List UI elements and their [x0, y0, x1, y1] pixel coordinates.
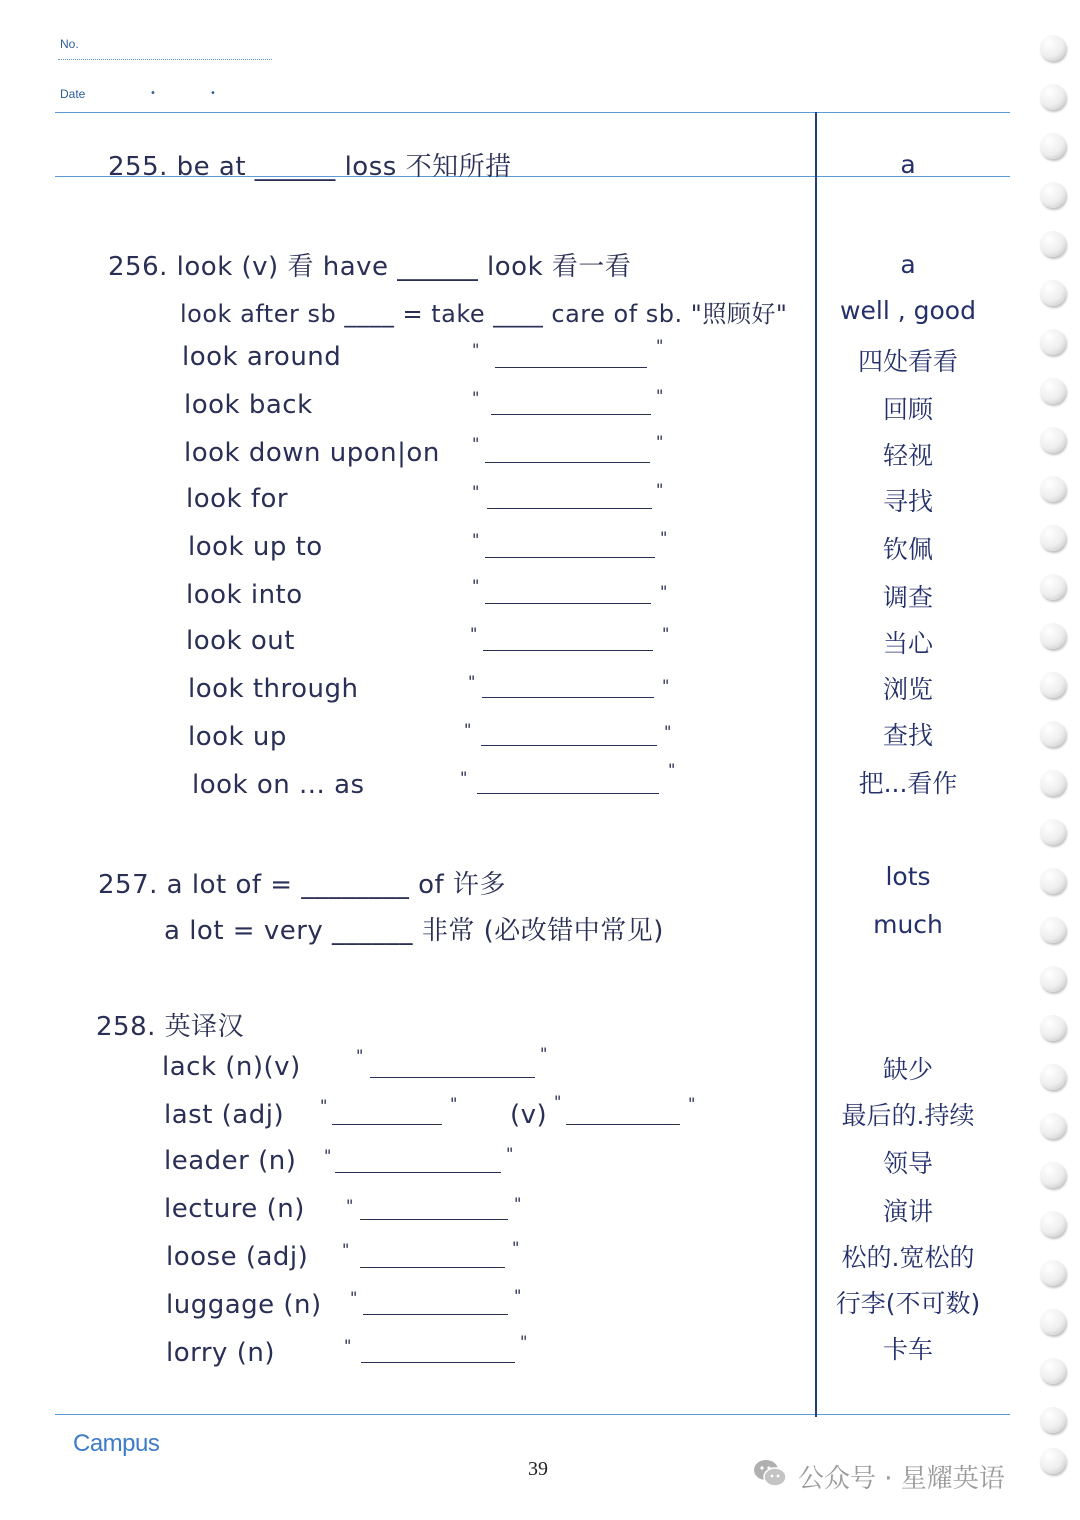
binding-ring [1040, 868, 1066, 894]
answer-blank [360, 1219, 508, 1220]
phrase-row-look-into: look into [186, 580, 303, 610]
bottom-rule [55, 1414, 1010, 1415]
item-257-line-1: 257. a lot of = ________ of 许多 [98, 870, 506, 900]
quote-close: " [520, 1332, 528, 1351]
answer-blank [491, 414, 651, 415]
quote-open: " [472, 388, 480, 407]
answer-blank [477, 793, 659, 794]
answer-blank [332, 1124, 442, 1125]
binding-ring [1040, 231, 1066, 257]
phrase-row-look-out: look out [186, 626, 295, 656]
quote-open: " [468, 672, 476, 691]
phrase-answer-look-down: 轻视 [882, 441, 933, 470]
binding-ring [1040, 1309, 1066, 1335]
quote-close: " [688, 1094, 696, 1113]
binding-ring [1040, 280, 1066, 306]
phrase-answer-look-into: 调查 [882, 583, 933, 612]
binding-ring [1040, 1358, 1066, 1384]
item-255-answer: a [900, 150, 916, 179]
word-row-loose: loose (adj) [166, 1242, 309, 1272]
wechat-icon [752, 1456, 788, 1490]
binding-ring [1040, 476, 1066, 502]
quote-open: " [472, 576, 480, 595]
phrase-row-look-through: look through [188, 674, 359, 704]
quote-close: " [660, 582, 668, 601]
quote-open: " [350, 1288, 358, 1307]
word-answer-lack: 缺少 [882, 1055, 933, 1084]
binding-ring [1040, 182, 1066, 208]
item-257-answer-2: much [873, 910, 943, 939]
item-257-line-2: a lot = very ______ 非常 (必改错中常见) [164, 916, 664, 946]
phrase-row-look-up-to: look up to [188, 532, 323, 562]
date-dot-2: • [210, 88, 216, 99]
word-answer-last: 最后的.持续 [841, 1101, 975, 1130]
binding-ring [1040, 770, 1066, 796]
word-answer-lecture: 演讲 [882, 1197, 933, 1226]
date-label: Date [60, 87, 86, 101]
item-256-intro-answer: a [900, 250, 916, 279]
quote-close: " [514, 1194, 522, 1213]
binding-ring [1040, 1113, 1066, 1139]
quote-close: " [656, 386, 664, 405]
watermark-text: 公众号 · 星耀英语 [798, 1464, 1005, 1494]
binding-ring [1040, 329, 1066, 355]
binding-ring [1040, 917, 1066, 943]
phrase-row-look-around: look around [182, 342, 342, 372]
word-answer-leader: 领导 [882, 1149, 933, 1178]
quote-close: " [656, 432, 664, 451]
quote-close: " [512, 1238, 520, 1257]
quote-close: " [668, 760, 676, 779]
binding-ring [1040, 35, 1066, 61]
item-256-intro: 256. look (v) 看 have ______ look 看一看 [108, 252, 632, 282]
quote-open: " [356, 1046, 364, 1065]
phrase-row-look-on-as: look on ... as [192, 770, 365, 800]
binding-ring [1040, 378, 1066, 404]
word-row-lecture: lecture (n) [164, 1194, 305, 1224]
binding-ring [1040, 84, 1066, 110]
binding-ring [1040, 1015, 1066, 1041]
quote-close: " [506, 1144, 514, 1163]
answer-blank [487, 508, 652, 509]
quote-close: " [656, 336, 664, 355]
word-answer-lorry: 卡车 [882, 1335, 933, 1364]
item-255-text: 255. be at ______ loss 不知所措 [108, 152, 512, 182]
quote-open: " [320, 1096, 328, 1115]
answer-blank [361, 1362, 515, 1363]
phrase-answer-look-on-as: 把...看作 [858, 769, 958, 798]
answer-blank [485, 462, 650, 463]
quote-close: " [656, 480, 664, 499]
quote-close: " [540, 1044, 548, 1063]
quote-open: " [472, 530, 480, 549]
binding-ring [1040, 672, 1066, 698]
binding-ring [1040, 1211, 1066, 1237]
item-256-look-after: look after sb ____ = take ____ care of sb. "照顾好" [180, 300, 788, 328]
quote-open: " [460, 768, 468, 787]
phrase-answer-look-out: 当心 [882, 629, 933, 658]
word-row-last-verb: (v) [510, 1100, 548, 1130]
brand-logo: Campus [73, 1430, 160, 1457]
quote-open: " [472, 482, 480, 501]
binding-ring [1040, 133, 1066, 159]
phrase-row-look-back: look back [184, 390, 313, 420]
answer-blank [485, 557, 655, 558]
quote-close: " [660, 528, 668, 547]
phrase-answer-look-up-to: 钦佩 [882, 535, 933, 564]
no-label: No. [60, 37, 79, 51]
phrase-answer-look-through: 浏览 [882, 675, 933, 704]
binding-ring [1040, 721, 1066, 747]
item-256-look-after-answer: well , good [840, 296, 976, 325]
quote-open: " [324, 1146, 332, 1165]
binding-ring [1040, 1260, 1066, 1286]
answer-blank [483, 650, 653, 651]
quote-close: " [662, 624, 670, 643]
phrase-row-look-up: look up [188, 722, 287, 752]
phrase-answer-look-around: 四处看看 [857, 347, 958, 376]
answer-blank [485, 603, 651, 604]
phrase-row-look-down: look down upon|on [184, 438, 440, 468]
answer-blank [360, 1267, 505, 1268]
binding-ring [1040, 623, 1066, 649]
quote-open: " [346, 1196, 354, 1215]
answer-blank [481, 745, 657, 746]
quote-close: " [662, 676, 670, 695]
word-row-last: last (adj) [164, 1100, 285, 1130]
word-row-lack: lack (n)(v) [162, 1052, 301, 1082]
binding-ring [1040, 966, 1066, 992]
quote-close: " [514, 1286, 522, 1305]
quote-open: " [464, 720, 472, 739]
binding-ring [1040, 819, 1066, 845]
date-dot-1: • [150, 88, 156, 99]
binding-ring [1040, 574, 1066, 600]
word-answer-loose: 松的.宽松的 [841, 1243, 975, 1272]
word-answer-luggage: 行李(不可数) [835, 1289, 981, 1318]
page-number: 39 [528, 1458, 548, 1480]
binding-ring [1040, 427, 1066, 453]
phrase-answer-look-up: 查找 [882, 721, 933, 750]
answer-blank [335, 1172, 501, 1173]
answer-blank [482, 697, 654, 698]
word-row-luggage: luggage (n) [166, 1290, 322, 1320]
quote-open: " [554, 1092, 562, 1111]
quote-open: " [344, 1336, 352, 1355]
item-258-title: 258. 英译汉 [96, 1012, 245, 1042]
answer-blank [566, 1124, 680, 1125]
item-257-answer-1: lots [885, 862, 931, 891]
binding-ring [1040, 1448, 1066, 1474]
quote-open: " [472, 340, 480, 359]
binding-ring [1040, 525, 1066, 551]
answer-blank [495, 367, 647, 368]
quote-close: " [450, 1094, 458, 1113]
binding-ring [1040, 1407, 1066, 1433]
answer-blank [370, 1077, 535, 1078]
binding-ring [1040, 1064, 1066, 1090]
phrase-row-look-for: look for [186, 484, 289, 514]
quote-close: " [664, 722, 672, 741]
answer-blank [363, 1314, 508, 1315]
top-rule [55, 112, 1010, 113]
word-row-leader: leader (n) [164, 1146, 297, 1176]
quote-open: " [472, 434, 480, 453]
phrase-answer-look-back: 回顾 [882, 395, 933, 424]
binding-ring [1040, 1162, 1066, 1188]
word-row-lorry: lorry (n) [166, 1338, 275, 1368]
phrase-answer-look-for: 寻找 [882, 487, 933, 516]
quote-open: " [342, 1240, 350, 1259]
quote-open: " [470, 624, 478, 643]
no-dotted-line [58, 59, 272, 60]
